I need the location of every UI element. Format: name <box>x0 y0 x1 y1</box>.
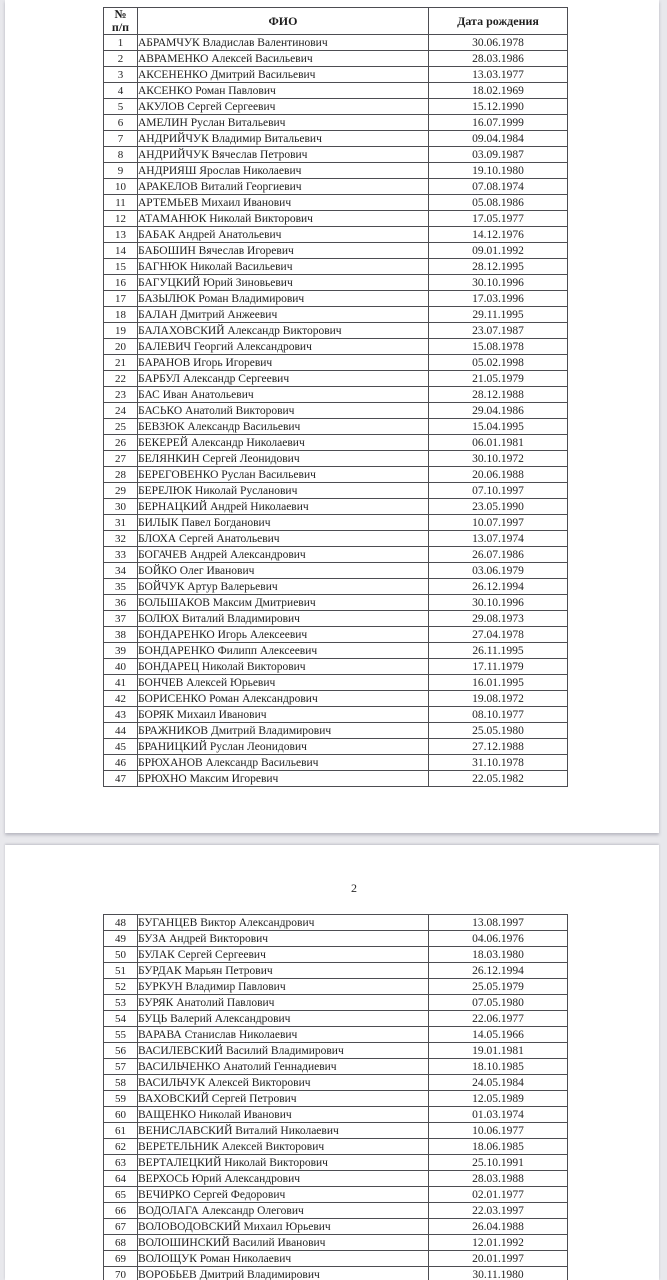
table-row <box>104 1171 568 1187</box>
table-row <box>104 1251 568 1267</box>
name-cell: ВАЩЕНКО Николай Иванович <box>138 1107 429 1123</box>
row-number-cell: 35 <box>104 579 138 595</box>
table-row <box>104 707 568 723</box>
table-row <box>104 163 568 179</box>
dob-cell: 07.10.1997 <box>429 483 568 499</box>
table-row <box>104 915 568 931</box>
row-number-cell: 51 <box>104 963 138 979</box>
table-row <box>104 403 568 419</box>
dob-cell: 28.03.1986 <box>429 51 568 67</box>
name-cell: АНДРИЙЧУК Вячеслав Петрович <box>138 147 429 163</box>
dob-cell: 17.03.1996 <box>429 291 568 307</box>
table-row <box>104 579 568 595</box>
dob-cell: 30.10.1996 <box>429 595 568 611</box>
row-number-cell: 54 <box>104 1011 138 1027</box>
table-row <box>104 147 568 163</box>
row-number-cell: 62 <box>104 1139 138 1155</box>
row-number-cell: 8 <box>104 147 138 163</box>
dob-cell: 19.01.1981 <box>429 1043 568 1059</box>
name-cell: ВОЛОЩУК Роман Николаевич <box>138 1251 429 1267</box>
dob-cell: 12.05.1989 <box>429 1091 568 1107</box>
row-number-cell: 48 <box>104 915 138 931</box>
dob-cell: 15.04.1995 <box>429 419 568 435</box>
roster-table-page-1 <box>103 7 568 787</box>
document-page-1 <box>5 0 659 833</box>
row-number-cell: 36 <box>104 595 138 611</box>
name-cell: БАРБУЛ Александр Сергеевич <box>138 371 429 387</box>
table-row <box>104 1107 568 1123</box>
row-number-cell: 41 <box>104 675 138 691</box>
row-number-cell: 40 <box>104 659 138 675</box>
table-row <box>104 1267 568 1280</box>
dob-cell: 18.10.1985 <box>429 1059 568 1075</box>
dob-cell: 15.12.1990 <box>429 99 568 115</box>
name-cell: АНДРИЙЧУК Владимир Витальевич <box>138 131 429 147</box>
name-cell: БУРДАК Марьян Петрович <box>138 963 429 979</box>
dob-cell: 15.08.1978 <box>429 339 568 355</box>
name-cell: АНДРИЯШ Ярослав Николаевич <box>138 163 429 179</box>
dob-cell: 31.10.1978 <box>429 755 568 771</box>
row-number-cell: 26 <box>104 435 138 451</box>
row-number-cell: 1 <box>104 35 138 51</box>
dob-cell: 16.01.1995 <box>429 675 568 691</box>
name-cell: БУЗА Андрей Викторович <box>138 931 429 947</box>
row-number-cell: 64 <box>104 1171 138 1187</box>
name-cell: АРТЕМЬЕВ Михаил Иванович <box>138 195 429 211</box>
name-cell: БАЛАХОВСКИЙ Александр Викторович <box>138 323 429 339</box>
dob-cell: 30.10.1996 <box>429 275 568 291</box>
dob-cell: 04.06.1976 <box>429 931 568 947</box>
table-row <box>104 531 568 547</box>
dob-cell: 17.11.1979 <box>429 659 568 675</box>
dob-cell: 28.12.1995 <box>429 259 568 275</box>
name-cell: БАЗЫЛЮК Роман Владимирович <box>138 291 429 307</box>
dob-cell: 26.12.1994 <box>429 579 568 595</box>
row-number-cell: 11 <box>104 195 138 211</box>
table-row <box>104 1027 568 1043</box>
row-number-cell: 44 <box>104 723 138 739</box>
row-number-cell: 61 <box>104 1123 138 1139</box>
dob-cell: 05.02.1998 <box>429 355 568 371</box>
dob-cell: 13.07.1974 <box>429 531 568 547</box>
name-cell: БОЛЮХ Виталий Владимирович <box>138 611 429 627</box>
name-cell: БРАНИЦКИЙ Руслан Леонидович <box>138 739 429 755</box>
dob-cell: 23.07.1987 <box>429 323 568 339</box>
row-number-cell: 24 <box>104 403 138 419</box>
dob-cell: 22.03.1997 <box>429 1203 568 1219</box>
dob-cell: 30.11.1980 <box>429 1267 568 1280</box>
name-cell: АМЕЛИН Руслан Витальевич <box>138 115 429 131</box>
row-number-cell: 42 <box>104 691 138 707</box>
table-row <box>104 307 568 323</box>
row-number-cell: 21 <box>104 355 138 371</box>
name-cell: ВАХОВСКИЙ Сергей Петрович <box>138 1091 429 1107</box>
table-row <box>104 1203 568 1219</box>
row-number-cell: 67 <box>104 1219 138 1235</box>
table-row <box>104 547 568 563</box>
dob-cell: 29.04.1986 <box>429 403 568 419</box>
dob-cell: 14.12.1976 <box>429 227 568 243</box>
name-cell: БОГАЧЕВ Андрей Александрович <box>138 547 429 563</box>
table-row <box>104 1139 568 1155</box>
row-number-cell: 27 <box>104 451 138 467</box>
name-cell: АКУЛОВ Сергей Сергеевич <box>138 99 429 115</box>
row-number-cell: 55 <box>104 1027 138 1043</box>
name-cell: БАЛАН Дмитрий Анжеевич <box>138 307 429 323</box>
table-row <box>104 595 568 611</box>
name-cell: ВОЛОВОДОВСКИЙ Михаил Юрьевич <box>138 1219 429 1235</box>
dob-cell: 23.05.1990 <box>429 499 568 515</box>
table-row <box>104 563 568 579</box>
dob-cell: 26.04.1988 <box>429 1219 568 1235</box>
name-cell: БАС Иван Анатольевич <box>138 387 429 403</box>
row-number-cell: 20 <box>104 339 138 355</box>
table-row <box>104 467 568 483</box>
dob-cell: 18.03.1980 <box>429 947 568 963</box>
name-cell: АТАМАНЮК Николай Викторович <box>138 211 429 227</box>
dob-cell: 12.01.1992 <box>429 1235 568 1251</box>
dob-cell: 10.06.1977 <box>429 1123 568 1139</box>
row-number-cell: 14 <box>104 243 138 259</box>
row-number-cell: 31 <box>104 515 138 531</box>
dob-cell: 09.04.1984 <box>429 131 568 147</box>
column-header-number-line2: п/п <box>111 20 130 34</box>
dob-cell: 29.11.1995 <box>429 307 568 323</box>
table-row <box>104 1187 568 1203</box>
row-number-cell: 46 <box>104 755 138 771</box>
name-cell: БОНДАРЕЦ Николай Викторович <box>138 659 429 675</box>
roster-table-page-2 <box>103 914 568 1280</box>
row-number-cell: 58 <box>104 1075 138 1091</box>
name-cell: БОНДАРЕНКО Филипп Алексеевич <box>138 643 429 659</box>
name-cell: БРЮХНО Максим Игоревич <box>138 771 429 787</box>
dob-cell: 20.01.1997 <box>429 1251 568 1267</box>
row-number-cell: 13 <box>104 227 138 243</box>
dob-cell: 25.10.1991 <box>429 1155 568 1171</box>
row-number-cell: 33 <box>104 547 138 563</box>
name-cell: ВОЛОШИНСКИЙ Василий Иванович <box>138 1235 429 1251</box>
row-number-cell: 32 <box>104 531 138 547</box>
dob-cell: 22.06.1977 <box>429 1011 568 1027</box>
dob-cell: 19.10.1980 <box>429 163 568 179</box>
table-row <box>104 387 568 403</box>
table-row <box>104 1091 568 1107</box>
table-row <box>104 211 568 227</box>
dob-cell: 18.06.1985 <box>429 1139 568 1155</box>
table-row <box>104 67 568 83</box>
row-number-cell: 52 <box>104 979 138 995</box>
row-number-cell: 9 <box>104 163 138 179</box>
name-cell: ВАРАВА Станислав Николаевич <box>138 1027 429 1043</box>
row-number-cell: 69 <box>104 1251 138 1267</box>
table-row <box>104 83 568 99</box>
table-row <box>104 355 568 371</box>
row-number-cell: 17 <box>104 291 138 307</box>
table-row <box>104 675 568 691</box>
dob-cell: 05.08.1986 <box>429 195 568 211</box>
table-row <box>104 1123 568 1139</box>
name-cell: БОНЧЕВ Алексей Юрьевич <box>138 675 429 691</box>
name-cell: БОРИСЕНКО Роман Александрович <box>138 691 429 707</box>
dob-cell: 19.08.1972 <box>429 691 568 707</box>
name-cell: БЕКЕРЕЙ Александр Николаевич <box>138 435 429 451</box>
table-row <box>104 771 568 787</box>
name-cell: АБРАМЧУК Владислав Валентинович <box>138 35 429 51</box>
dob-cell: 28.12.1988 <box>429 387 568 403</box>
table-row <box>104 419 568 435</box>
row-number-cell: 50 <box>104 947 138 963</box>
row-number-cell: 28 <box>104 467 138 483</box>
row-number-cell: 25 <box>104 419 138 435</box>
name-cell: БАСЬКО Анатолий Викторович <box>138 403 429 419</box>
name-cell: БРАЖНИКОВ Дмитрий Владимирович <box>138 723 429 739</box>
name-cell: БАБОШИН Вячеслав Игоревич <box>138 243 429 259</box>
row-number-cell: 45 <box>104 739 138 755</box>
name-cell: ВАСИЛЬЧЕНКО Анатолий Геннадиевич <box>138 1059 429 1075</box>
table-row <box>104 243 568 259</box>
table-row <box>104 627 568 643</box>
dob-cell: 14.05.1966 <box>429 1027 568 1043</box>
row-number-cell: 60 <box>104 1107 138 1123</box>
dob-cell: 30.06.1978 <box>429 35 568 51</box>
column-header-number-line1: № <box>114 7 127 21</box>
name-cell: ВЕРТАЛЕЦКИЙ Николай Викторович <box>138 1155 429 1171</box>
row-number-cell: 37 <box>104 611 138 627</box>
name-cell: БУГАНЦЕВ Виктор Александрович <box>138 915 429 931</box>
name-cell: БЕРЕГОВЕНКО Руслан Васильевич <box>138 467 429 483</box>
row-number-cell: 16 <box>104 275 138 291</box>
row-number-cell: 19 <box>104 323 138 339</box>
name-cell: ВАСИЛЬЧУК Алексей Викторович <box>138 1075 429 1091</box>
row-number-cell: 59 <box>104 1091 138 1107</box>
name-cell: БУЦЬ Валерий Александрович <box>138 1011 429 1027</box>
name-cell: АВРАМЕНКО Алексей Васильевич <box>138 51 429 67</box>
table-row <box>104 435 568 451</box>
table-row <box>104 755 568 771</box>
name-cell: БЕРЕЛЮК Николай Русланович <box>138 483 429 499</box>
dob-cell: 18.02.1969 <box>429 83 568 99</box>
dob-cell: 10.07.1997 <box>429 515 568 531</box>
table-row <box>104 1219 568 1235</box>
table-row <box>104 131 568 147</box>
row-number-cell: 3 <box>104 67 138 83</box>
row-number-cell: 65 <box>104 1187 138 1203</box>
name-cell: АКСЕНЕНКО Дмитрий Васильевич <box>138 67 429 83</box>
row-number-cell: 43 <box>104 707 138 723</box>
table-row <box>104 179 568 195</box>
row-number-cell: 2 <box>104 51 138 67</box>
row-number-cell: 63 <box>104 1155 138 1171</box>
name-cell: ВОРОБЬЕВ Дмитрий Владимирович <box>138 1267 429 1280</box>
dob-cell: 17.05.1977 <box>429 211 568 227</box>
table-row <box>104 323 568 339</box>
row-number-cell: 38 <box>104 627 138 643</box>
name-cell: БОРЯК Михаил Иванович <box>138 707 429 723</box>
row-number-cell: 22 <box>104 371 138 387</box>
table-row <box>104 611 568 627</box>
document-page-2 <box>5 845 659 1280</box>
dob-cell: 29.08.1973 <box>429 611 568 627</box>
dob-cell: 03.09.1987 <box>429 147 568 163</box>
dob-cell: 06.01.1981 <box>429 435 568 451</box>
row-number-cell: 6 <box>104 115 138 131</box>
row-number-cell: 70 <box>104 1267 138 1280</box>
table-row <box>104 1011 568 1027</box>
table-row <box>104 451 568 467</box>
table-row <box>104 99 568 115</box>
row-number-cell: 56 <box>104 1043 138 1059</box>
row-number-cell: 12 <box>104 211 138 227</box>
name-cell: БОНДАРЕНКО Игорь Алексеевич <box>138 627 429 643</box>
column-header-name: ФИО <box>138 8 429 35</box>
table-row <box>104 275 568 291</box>
dob-cell: 26.07.1986 <box>429 547 568 563</box>
name-cell: ВЕЧИРКО Сергей Федорович <box>138 1187 429 1203</box>
table-row <box>104 643 568 659</box>
name-cell: ВЕНИСЛАВСКИЙ Виталий Николаевич <box>138 1123 429 1139</box>
name-cell: БУРЯК Анатолий Павлович <box>138 995 429 1011</box>
row-number-cell: 29 <box>104 483 138 499</box>
table-row <box>104 739 568 755</box>
table-row <box>104 1075 568 1091</box>
row-number-cell: 10 <box>104 179 138 195</box>
name-cell: БАЛЕВИЧ Георгий Александрович <box>138 339 429 355</box>
row-number-cell: 15 <box>104 259 138 275</box>
dob-cell: 20.06.1988 <box>429 467 568 483</box>
table-row <box>104 339 568 355</box>
table-row <box>104 1235 568 1251</box>
table-row <box>104 291 568 307</box>
name-cell: АКСЕНКО Роман Павлович <box>138 83 429 99</box>
row-number-cell: 30 <box>104 499 138 515</box>
row-number-cell: 34 <box>104 563 138 579</box>
row-number-cell: 23 <box>104 387 138 403</box>
row-number-cell: 49 <box>104 931 138 947</box>
table-row <box>104 515 568 531</box>
table-row <box>104 259 568 275</box>
dob-cell: 07.05.1980 <box>429 995 568 1011</box>
name-cell: ВОДОЛАГА Александр Олегович <box>138 1203 429 1219</box>
roster-rows-page-1 <box>104 35 568 787</box>
table-row <box>104 115 568 131</box>
dob-cell: 26.11.1995 <box>429 643 568 659</box>
row-number-cell: 5 <box>104 99 138 115</box>
dob-cell: 22.05.1982 <box>429 771 568 787</box>
row-number-cell: 7 <box>104 131 138 147</box>
name-cell: БУЛАК Сергей Сергеевич <box>138 947 429 963</box>
row-number-cell: 68 <box>104 1235 138 1251</box>
name-cell: БУРКУН Владимир Павлович <box>138 979 429 995</box>
name-cell: БЕВЗЮК Александр Васильевич <box>138 419 429 435</box>
dob-cell: 07.08.1974 <box>429 179 568 195</box>
row-number-cell: 53 <box>104 995 138 1011</box>
name-cell: БАРАНОВ Игорь Игоревич <box>138 355 429 371</box>
table-row <box>104 931 568 947</box>
name-cell: БАГНЮК Николай Васильевич <box>138 259 429 275</box>
name-cell: БАБАК Андрей Анатольевич <box>138 227 429 243</box>
row-number-cell: 57 <box>104 1059 138 1075</box>
table-row <box>104 499 568 515</box>
dob-cell: 30.10.1972 <box>429 451 568 467</box>
name-cell: БАГУЦКИЙ Юрий Зиновьевич <box>138 275 429 291</box>
dob-cell: 01.03.1974 <box>429 1107 568 1123</box>
table-row <box>104 963 568 979</box>
name-cell: БЕЛЯНКИН Сергей Леонидович <box>138 451 429 467</box>
name-cell: БРЮХАНОВ Александр Васильевич <box>138 755 429 771</box>
row-number-cell: 4 <box>104 83 138 99</box>
name-cell: ВЕРЕТЕЛЬНИК Алексей Викторович <box>138 1139 429 1155</box>
dob-cell: 26.12.1994 <box>429 963 568 979</box>
table-row <box>104 659 568 675</box>
table-row <box>104 979 568 995</box>
dob-cell: 03.06.1979 <box>429 563 568 579</box>
name-cell: БОЛЬШАКОВ Максим Дмитриевич <box>138 595 429 611</box>
name-cell: АРАКЕЛОВ Виталий Георгиевич <box>138 179 429 195</box>
dob-cell: 13.03.1977 <box>429 67 568 83</box>
row-number-cell: 39 <box>104 643 138 659</box>
dob-cell: 08.10.1977 <box>429 707 568 723</box>
dob-cell: 02.01.1977 <box>429 1187 568 1203</box>
dob-cell: 24.05.1984 <box>429 1075 568 1091</box>
table-row <box>104 1155 568 1171</box>
row-number-cell: 18 <box>104 307 138 323</box>
table-row <box>104 35 568 51</box>
dob-cell: 27.12.1988 <box>429 739 568 755</box>
column-header-number <box>104 8 138 35</box>
table-row <box>104 691 568 707</box>
column-header-dob: Дата рождения <box>429 8 568 35</box>
table-row <box>104 195 568 211</box>
table-row <box>104 371 568 387</box>
table-row <box>104 1043 568 1059</box>
page-number-label: 2 <box>351 881 357 895</box>
table-row <box>104 995 568 1011</box>
table-row <box>104 947 568 963</box>
table-row <box>104 51 568 67</box>
dob-cell: 13.08.1997 <box>429 915 568 931</box>
name-cell: БОЙКО Олег Иванович <box>138 563 429 579</box>
row-number-cell: 66 <box>104 1203 138 1219</box>
table-row <box>104 227 568 243</box>
name-cell: БЕРНАЦКИЙ Андрей Николаевич <box>138 499 429 515</box>
name-cell: ВАСИЛЕВСКИЙ Василий Владимирович <box>138 1043 429 1059</box>
name-cell: БОЙЧУК Артур Валерьевич <box>138 579 429 595</box>
table-row <box>104 483 568 499</box>
dob-cell: 27.04.1978 <box>429 627 568 643</box>
name-cell: БЛОХА Сергей Анатольевич <box>138 531 429 547</box>
name-cell: БИЛЫК Павел Богданович <box>138 515 429 531</box>
dob-cell: 25.05.1980 <box>429 723 568 739</box>
dob-cell: 21.05.1979 <box>429 371 568 387</box>
table-row <box>104 723 568 739</box>
table-header-row <box>104 8 568 35</box>
row-number-cell: 47 <box>104 771 138 787</box>
table-row <box>104 1059 568 1075</box>
name-cell: ВЕРХОСЬ Юрий Александрович <box>138 1171 429 1187</box>
dob-cell: 09.01.1992 <box>429 243 568 259</box>
dob-cell: 28.03.1988 <box>429 1171 568 1187</box>
dob-cell: 25.05.1979 <box>429 979 568 995</box>
dob-cell: 16.07.1999 <box>429 115 568 131</box>
roster-rows-page-2 <box>104 915 568 1280</box>
